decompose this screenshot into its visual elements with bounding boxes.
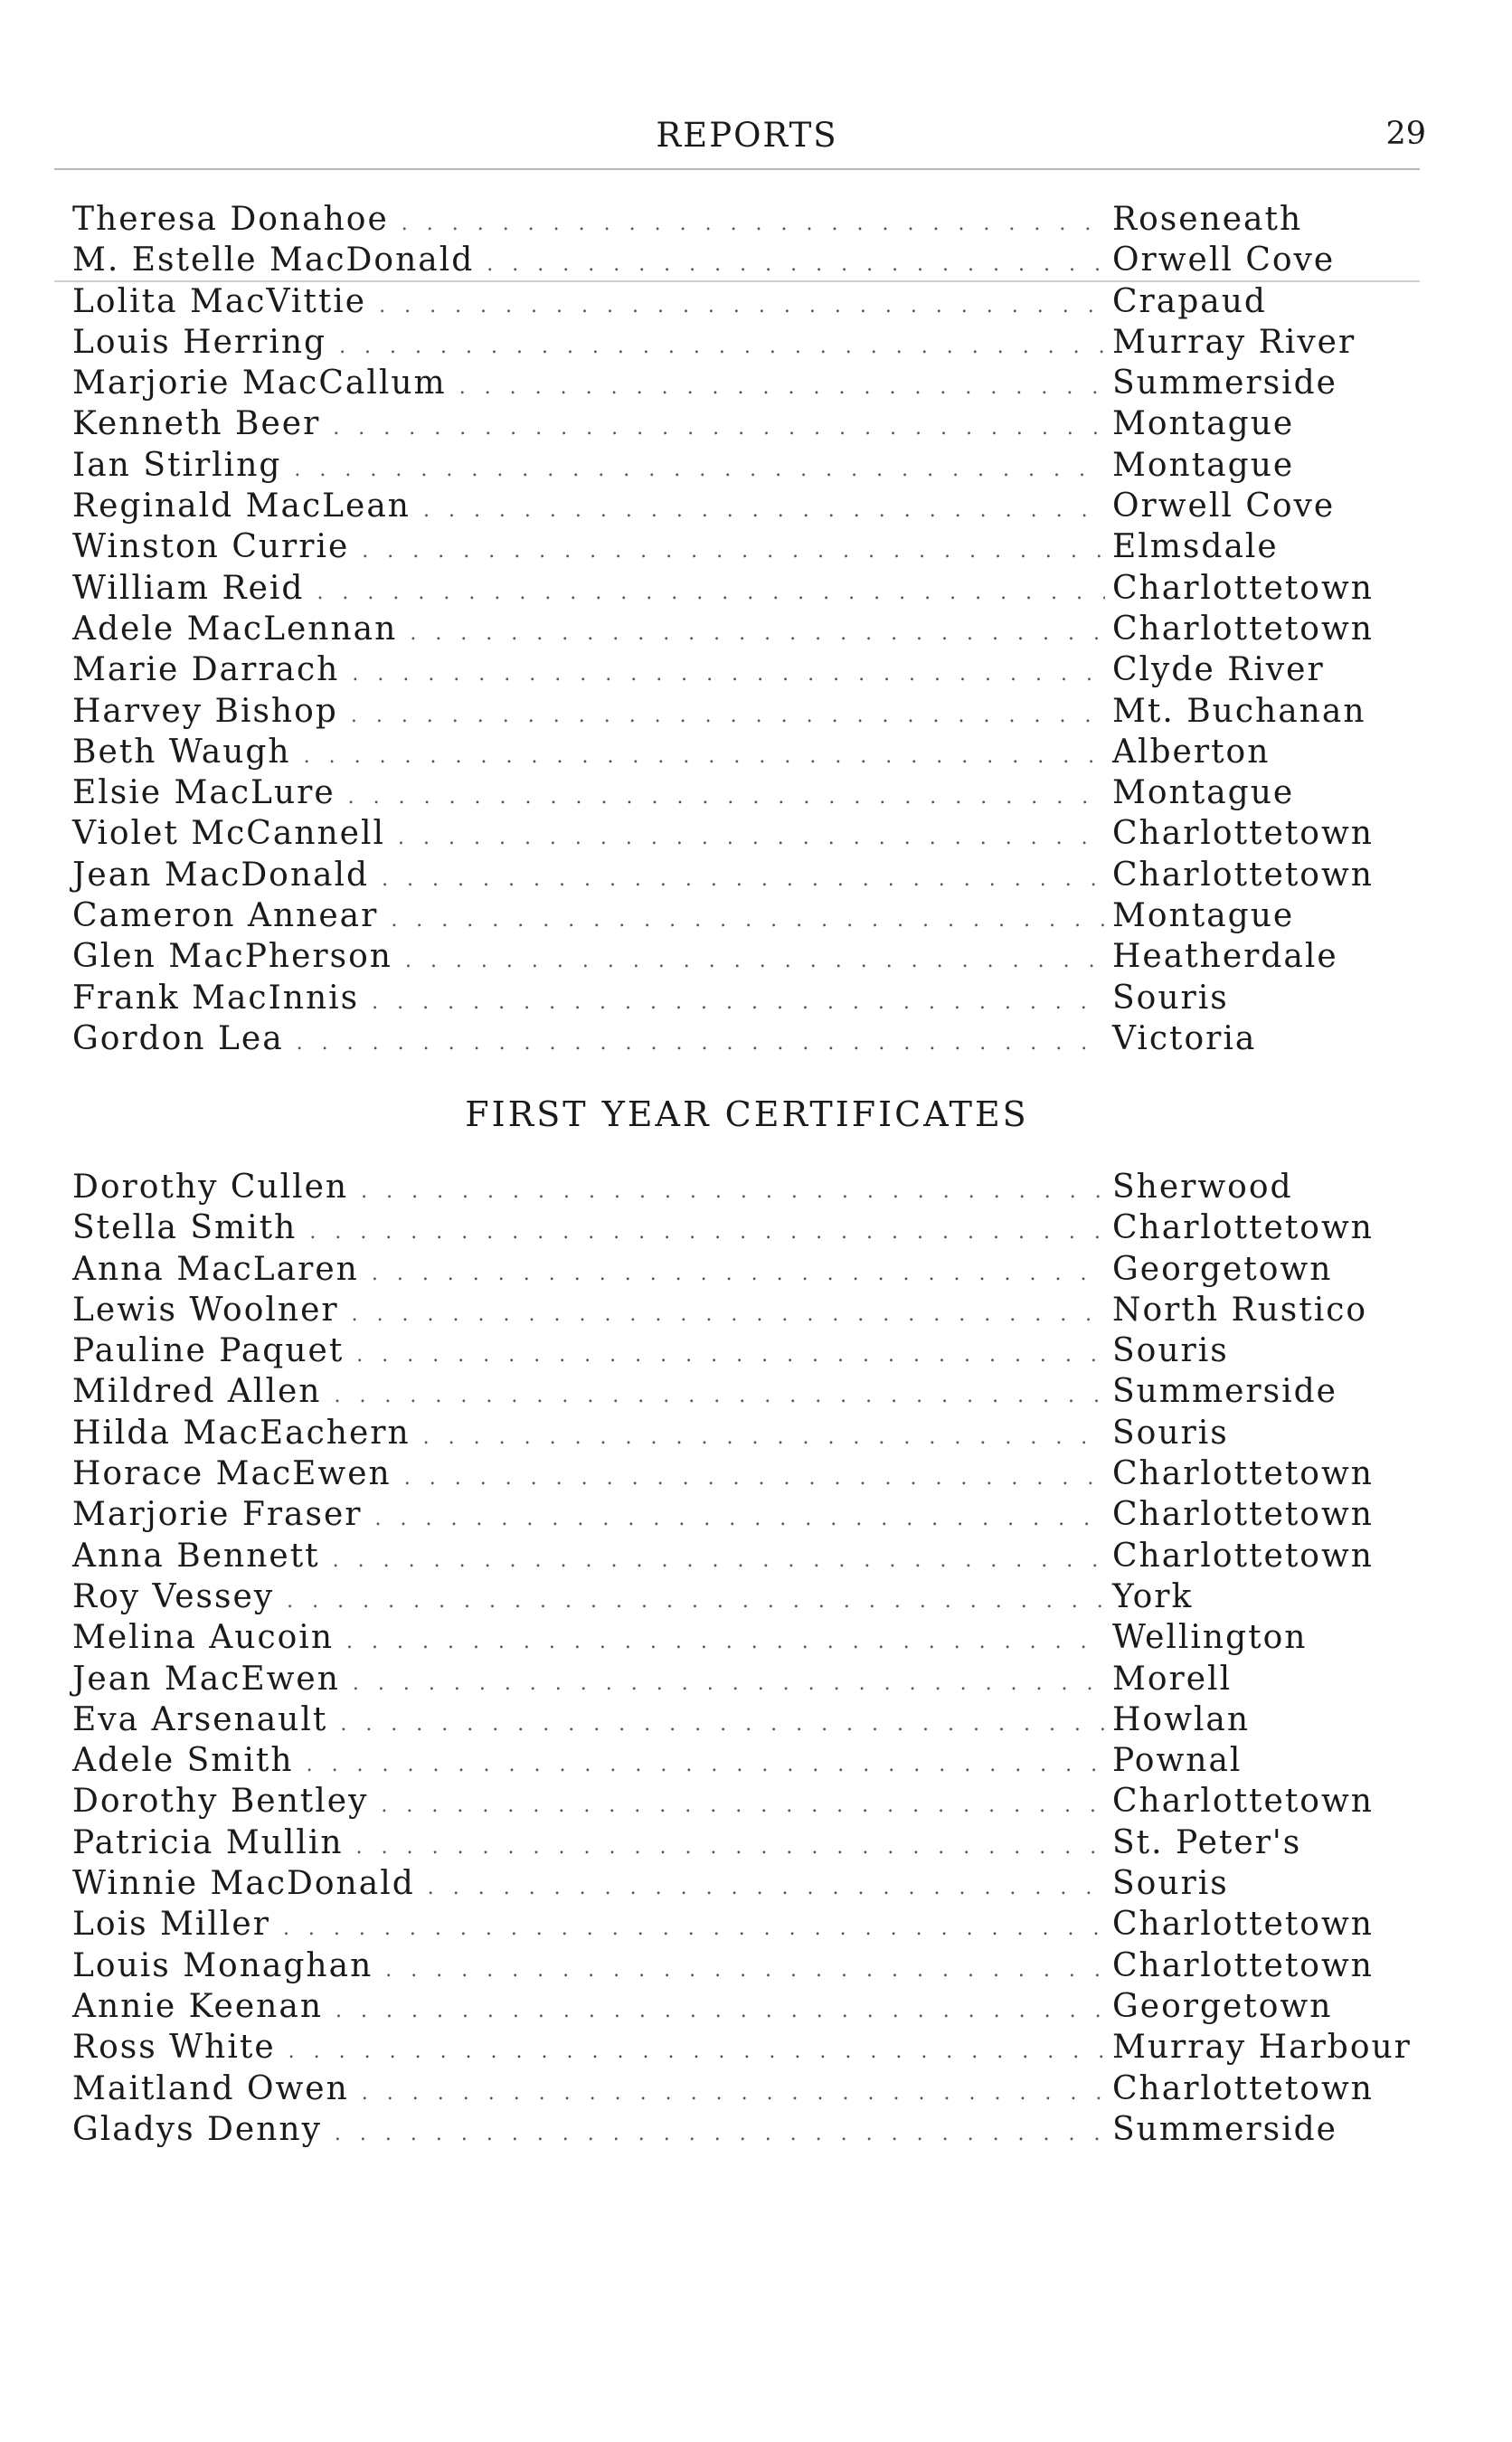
list-item [72,1988,1429,2029]
hometown: Clyde River [1112,651,1325,689]
student-name: Marjorie Fraser [72,1496,363,1534]
hometown: Elmsdale [1112,528,1279,566]
dot-leader [339,336,1105,358]
dot-leader [382,868,1105,891]
student-name: Marie Darrach [72,651,340,689]
student-name: Ross White [72,2029,276,2067]
dot-leader [309,1221,1105,1244]
list-item [72,651,1429,692]
list-item [72,1455,1429,1496]
list-item [72,447,1429,487]
hometown: Montague [1112,774,1295,812]
dot-leader [283,1917,1105,1940]
dot-leader [334,1385,1105,1407]
list-item [72,2111,1429,2152]
student-name: Adele Smith [72,1742,294,1780]
hometown: Souris [1112,1332,1229,1370]
student-name: Reginald MacLean [72,487,411,525]
list-item [72,1292,1429,1332]
hometown: Charlottetown [1112,815,1374,853]
student-name: Cameron Annear [72,897,379,935]
hometown: Alberton [1112,733,1271,771]
list-item [72,938,1429,979]
dot-leader [428,1877,1105,1899]
student-name: Beth Waugh [72,733,291,771]
list-item [72,1619,1429,1660]
student-name: Ian Stirling [72,446,282,484]
student-name: Dorothy Bentley [72,1783,369,1821]
hometown: Charlottetown [1112,1946,1374,1984]
student-name: Anna Bennett [72,1537,320,1575]
hometown: Montague [1112,405,1295,443]
hometown: Souris [1112,1865,1229,1903]
dot-leader [381,1794,1105,1817]
hometown: Orwell Cove [1112,487,1336,525]
list-item [72,283,1429,324]
hometown: Orwell Cove [1112,241,1336,279]
student-name: Frank MacInnis [72,979,360,1017]
hometown: Sherwood [1112,1169,1293,1206]
dot-leader [402,213,1105,235]
hometown: North Rustico [1112,1291,1368,1329]
dot-leader [348,786,1105,809]
list-item [72,857,1429,897]
list-item [72,405,1429,446]
hometown: Charlottetown [1112,1906,1374,1944]
dot-leader [297,1032,1105,1055]
hometown: Montague [1112,446,1295,484]
hometown: Charlottetown [1112,569,1374,607]
dot-leader [405,950,1105,972]
list-item [72,1783,1429,1823]
hometown: Summerside [1112,2110,1337,2148]
dot-leader [352,1303,1105,1326]
section-heading: FIRST YEAR CERTIFICATES [465,1094,1029,1134]
student-name: Jean MacDonald [72,856,370,894]
student-name: Lolita MacVittie [72,282,367,320]
student-name: Eva Arsenault [72,1700,328,1738]
dot-leader [340,1713,1105,1736]
student-name: Melina Aucoin [72,1619,335,1657]
student-name: Gordon Lea [72,1019,284,1057]
hometown: Roseneath [1112,201,1303,238]
list-item [72,1209,1429,1250]
student-name: Jean MacEwen [72,1660,340,1698]
hometown: St. Peter's [1112,1823,1302,1861]
dot-leader [459,376,1105,399]
student-name: Horace MacEwen [72,1455,392,1493]
dot-leader [307,1754,1105,1776]
dot-leader [374,1508,1105,1530]
student-name: William Reid [72,569,305,607]
list-item [72,1020,1429,1061]
dot-leader [391,909,1105,932]
list-item [72,1906,1429,1946]
student-name: Glen MacPherson [72,938,392,976]
header-rule [54,168,1420,170]
dot-leader [287,1590,1105,1613]
dot-leader [335,2000,1105,2022]
hometown: Heatherdale [1112,938,1338,976]
list-item [72,1538,1429,1578]
hometown: Charlottetown [1112,1455,1374,1493]
dot-leader [333,417,1105,440]
student-name: Lewis Woolner [72,1291,339,1329]
student-name: Mildred Allen [72,1373,322,1411]
dot-leader [335,2123,1105,2145]
list-item [72,1415,1429,1455]
hometown: Victoria [1112,1019,1257,1057]
student-name: Roy Vessey [72,1577,275,1615]
dot-leader [288,2040,1105,2063]
dot-leader [372,991,1105,1014]
list-item [72,241,1429,282]
list-item [72,487,1429,528]
running-header [0,116,1512,161]
list-item [72,2070,1429,2111]
dot-leader [361,1180,1105,1203]
list-item [72,610,1429,651]
dot-leader [351,705,1105,727]
hometown: Charlottetown [1112,1496,1374,1534]
list-item [72,1373,1429,1414]
student-name: Anna MacLaren [72,1250,359,1288]
student-name: M. Estelle MacDonald [72,241,475,279]
dot-leader [346,1631,1105,1653]
student-name: Maitland Owen [72,2069,349,2107]
dot-leader [362,2082,1105,2105]
name-list-first-year-certificates [72,1169,1429,2152]
dot-leader [317,582,1105,604]
hometown: Morell [1112,1660,1233,1698]
hometown: Georgetown [1112,1987,1333,2025]
dot-leader [410,622,1105,645]
student-name: Marjorie MacCallum [72,364,447,402]
hometown: Georgetown [1112,1250,1333,1288]
list-item [72,1865,1429,1906]
student-name: Winston Currie [72,528,350,566]
list-item [72,1496,1429,1537]
student-name: Stella Smith [72,1209,298,1247]
hometown: Murray River [1112,323,1356,361]
list-item [72,324,1429,364]
list-item [72,201,1429,241]
hometown: Souris [1112,1414,1229,1452]
list-item [72,1947,1429,1988]
hometown: Pownal [1112,1742,1243,1780]
name-list-section-one [72,201,1429,1061]
list-item [72,980,1429,1020]
hometown: Charlottetown [1112,856,1374,894]
student-name: Gladys Denny [72,2110,322,2148]
list-item [72,1169,1429,1209]
hometown: Souris [1112,979,1229,1017]
hometown: Summerside [1112,364,1337,402]
list-item [72,1661,1429,1701]
list-item [72,897,1429,938]
dot-leader [362,540,1105,563]
hometown: Montague [1112,897,1295,935]
page-title: REPORTS [656,116,838,155]
student-name: Patricia Mullin [72,1823,344,1861]
dot-leader [385,1959,1105,1982]
dot-leader [487,253,1105,276]
list-item [72,1251,1429,1292]
list-item [72,1578,1429,1619]
student-name: Pauline Paquet [72,1332,345,1370]
student-name: Harvey Bishop [72,692,338,730]
list-item [72,364,1429,405]
student-name: Elsie MacLure [72,774,335,812]
list-item [72,1824,1429,1865]
list-item [72,1742,1429,1783]
student-name: Winnie MacDonald [72,1865,415,1903]
list-item [72,528,1429,569]
dot-leader [294,459,1105,481]
hometown: York [1112,1577,1194,1615]
dot-leader [398,827,1105,849]
list-item [72,815,1429,856]
hometown: Charlottetown [1112,1537,1374,1575]
hometown: Summerside [1112,1373,1337,1411]
hometown: Mt. Buchanan [1112,692,1366,730]
list-item [72,2029,1429,2069]
dot-leader [353,1672,1105,1695]
dot-leader [379,295,1105,317]
list-item [72,774,1429,815]
dot-leader [404,1467,1105,1490]
student-name: Violet McCannell [72,815,386,853]
dot-leader [356,1836,1105,1859]
dot-leader [304,745,1105,768]
student-name: Dorothy Cullen [72,1169,349,1206]
hometown: Charlottetown [1112,1783,1374,1821]
hometown: Howlan [1112,1700,1251,1738]
list-item [72,1701,1429,1742]
dot-leader [423,499,1105,522]
list-item [72,693,1429,734]
hometown: Murray Harbour [1112,2029,1412,2067]
hometown: Wellington [1112,1619,1308,1657]
student-name: Annie Keenan [72,1987,324,2025]
dot-leader [352,663,1105,686]
page-number: 29 [1385,116,1426,152]
list-item [72,1332,1429,1373]
student-name: Adele MacLennan [72,610,398,648]
hometown: Charlottetown [1112,2069,1374,2107]
student-name: Kenneth Beer [72,405,321,443]
dot-leader [372,1263,1105,1285]
hometown: Charlottetown [1112,1209,1374,1247]
list-item [72,734,1429,774]
hometown: Crapaud [1112,282,1267,320]
dot-leader [333,1549,1105,1572]
dot-leader [356,1344,1105,1367]
student-name: Louis Monaghan [72,1946,373,1984]
student-name: Theresa Donahoe [72,201,389,238]
student-name: Hilda MacEachern [72,1414,411,1452]
list-item [72,570,1429,610]
student-name: Lois Miller [72,1906,270,1944]
student-name: Louis Herring [72,323,327,361]
dot-leader [423,1426,1105,1449]
hometown: Charlottetown [1112,610,1374,648]
